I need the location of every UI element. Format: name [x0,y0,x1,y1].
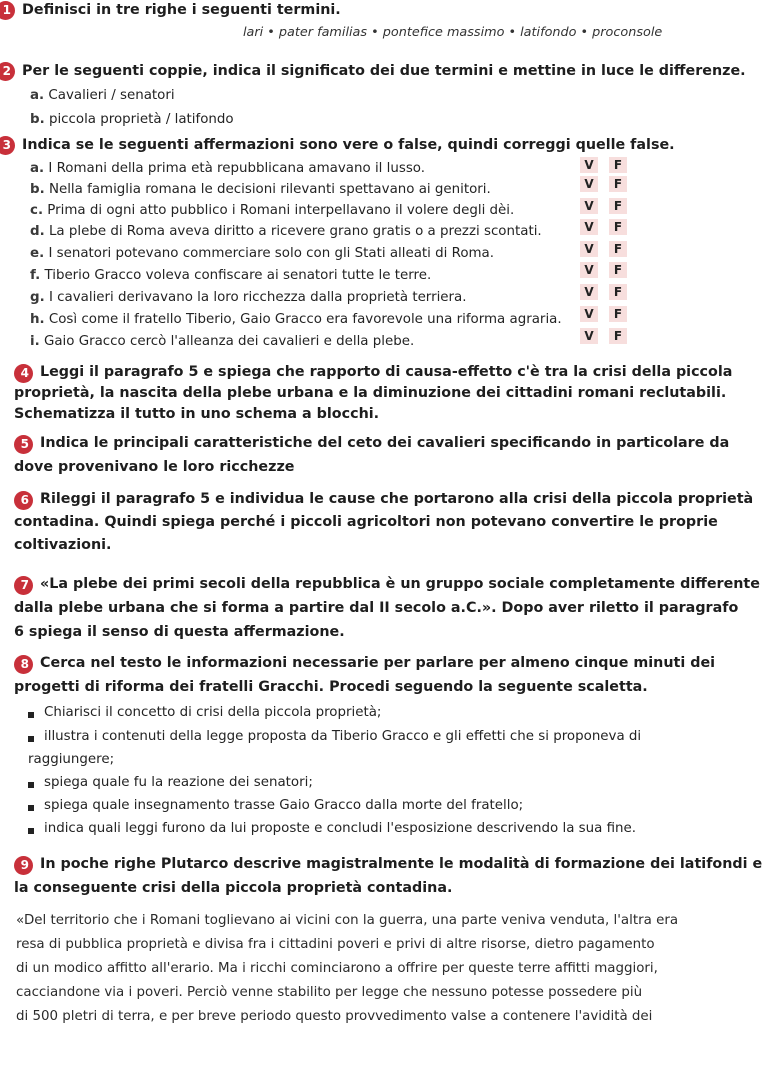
tf-choice-e[interactable] [580,241,627,257]
exercise-number-2: 2 [0,62,15,81]
false-box[interactable]: F [609,157,627,173]
true-box[interactable]: V [580,262,598,278]
true-box[interactable]: V [580,198,598,214]
tf-choice-c[interactable] [580,198,627,214]
tf-statement-c: c. Prima di ogni atto pubblico i Romani interpellavano il volere degli dèi. [30,203,515,218]
true-box[interactable]: V [580,219,598,235]
true-box[interactable]: V [580,284,598,300]
false-box[interactable]: F [609,198,627,214]
bullet-marker [28,782,34,788]
bullet-marker [28,712,34,718]
tf-choice-g[interactable] [580,284,627,300]
scaletta-item-4: spiega quale insegnamento trasse Gaio Gracco dalla morte del fratello; [44,798,524,813]
exercise-6-line-2: contadina. Quindi spiega perché i piccoli agricoltori non potevano convertire le proprie [14,514,718,530]
exercise-8-line-2: progetti di riforma dei fratelli Gracchi. Procedi seguendo la seguente scaletta. [14,679,648,695]
exercise-6-line-1: Rileggi il paragrafo 5 e individua le cause che portarono alla crisi della piccola proprietà [40,491,754,507]
scaletta-item-5: indica quali leggi furono da lui proposte e concludi l'esposizione descrivendo la sua fine. [44,821,637,836]
exercise-number-3: 3 [0,136,15,155]
false-box[interactable]: F [609,284,627,300]
exercise-7-line-3: 6 spiega il senso di questa affermazione. [14,624,345,640]
true-box[interactable]: V [580,328,598,344]
exercise-4-line-1: Leggi il paragrafo 5 e spiega che rapporto di causa-effetto c'è tra la crisi della piccola [40,364,733,380]
tf-statement-b: b. Nella famiglia romana le decisioni rilevanti spettavano ai genitori. [30,182,491,197]
plutarco-quote [16,909,756,1029]
scaletta-item-3: spiega quale fu la reazione dei senatori; [44,775,313,790]
exercise-5-line-1: Indica le principali caratteristiche del ceto dei cavalieri specificando in particolare da [40,435,730,451]
tf-choice-b[interactable] [580,176,627,192]
tf-statement-g: g. I cavalieri derivavano la loro ricchezza dalla proprietà terriera. [30,290,467,305]
exercise-number-9: 9 [14,856,33,875]
exercise-7-line-1: «La plebe dei primi secoli della repubblica è un gruppo sociale completamente differente [40,576,760,592]
true-box[interactable]: V [580,176,598,192]
false-box[interactable]: F [609,241,627,257]
tf-statement-d: d. La plebe di Roma aveva diritto a ricevere grano gratis o a prezzi scontati. [30,224,542,239]
exercise-number-6: 6 [14,491,33,510]
tf-choice-a[interactable] [580,157,627,173]
exercise-8-line-1: Cerca nel testo le informazioni necessarie per parlare per almeno cinque minuti dei [40,655,716,671]
exercise-number-4: 4 [14,364,33,383]
scaletta-item-2-cont: raggiungere; [28,752,115,767]
exercise-3-title: Indica se le seguenti affermazioni sono vere o false, quindi correggi quelle false. [22,137,675,153]
exercise-6-line-3: coltivazioni. [14,537,112,553]
exercise-2-title: Per le seguenti coppie, indica il significato dei due termini e mettine in luce le differenze. [22,63,746,79]
false-box[interactable]: F [609,262,627,278]
tf-choice-d[interactable] [580,219,627,235]
quote-line-5: di 500 pletri di terra, e per breve periodo questo provvedimento valse a contenere l'avidità dei [16,1009,653,1024]
tf-choice-f[interactable] [580,262,627,278]
exercise-9-line-2: la conseguente crisi della piccola proprietà contadina. [14,880,453,896]
exercise-number-1: 1 [0,1,15,20]
false-box[interactable]: F [609,176,627,192]
false-box[interactable]: F [609,306,627,322]
quote-line-3: di un modico affitto all'erario. Ma i ricchi cominciarono a offrire per queste terre affitti maggiori, [16,961,658,976]
tf-statement-e: e. I senatori potevano commerciare solo con gli Stati alleati di Roma. [30,246,495,261]
scaletta-item-2: illustra i contenuti della legge proposta da Tiberio Gracco e gli effetti che si proponeva di [44,729,642,744]
tf-statement-a: a. I Romani della prima età repubblicana amavano il lusso. [30,161,426,176]
quote-line-2: resa di pubblica proprietà e divisa fra i cittadini poveri e privi di altre risorse, dietro pagamento [16,937,655,952]
exercise-5-line-2: dove provenivano le loro ricchezze [14,459,295,475]
true-box[interactable]: V [580,241,598,257]
tf-choice-i[interactable] [580,328,627,344]
exercise-2-item-b: b. piccola proprietà / latifondo [30,112,234,127]
exercise-1-title: Definisci in tre righe i seguenti termini. [22,2,341,18]
tf-statement-f: f. Tiberio Gracco voleva confiscare ai senatori tutte le terre. [30,268,432,283]
bullet-marker [28,805,34,811]
exercise-number-8: 8 [14,655,33,674]
tf-statement-i: i. Gaio Gracco cercò l'alleanza dei cavalieri e della plebe. [30,334,415,349]
false-box[interactable]: F [609,219,627,235]
exercise-9-line-1: In poche righe Plutarco descrive magistralmente le modalità di formazione dei latifondi e [40,856,763,872]
quote-line-1: «Del territorio che i Romani toglievano ai vicini con la guerra, una parte veniva venduta, l'altra era [16,913,679,928]
exercise-1-terms: lari • pater familias • pontefice massimo • latifondo • proconsole [243,25,663,40]
true-box[interactable]: V [580,157,598,173]
exercise-7-line-2: dalla plebe urbana che si forma a partire dal II secolo a.C.». Dopo aver riletto il paragrafo [14,600,739,616]
tf-choice-h[interactable] [580,306,627,322]
bullet-marker [28,736,34,742]
bullet-marker [28,828,34,834]
quote-line-4: cacciandone via i poveri. Perciò venne stabilito per legge che nessuno potesse possedere più [16,985,643,1000]
exercise-number-7: 7 [14,576,33,595]
exercise-4-line-2: proprietà, la nascita della plebe urbana e la diminuzione dei cittadini romani reclutabili. [14,385,727,401]
exercise-4-line-3: Schematizza il tutto in uno schema a blocchi. [14,406,380,422]
exercise-2-item-a: a. Cavalieri / senatori [30,88,175,103]
true-box[interactable]: V [580,306,598,322]
exercise-number-5: 5 [14,435,33,454]
scaletta-item-1: Chiarisci il concetto di crisi della piccola proprietà; [44,705,382,720]
tf-statement-h: h. Così come il fratello Tiberio, Gaio Gracco era favorevole una riforma agraria. [30,312,562,327]
false-box[interactable]: F [609,328,627,344]
